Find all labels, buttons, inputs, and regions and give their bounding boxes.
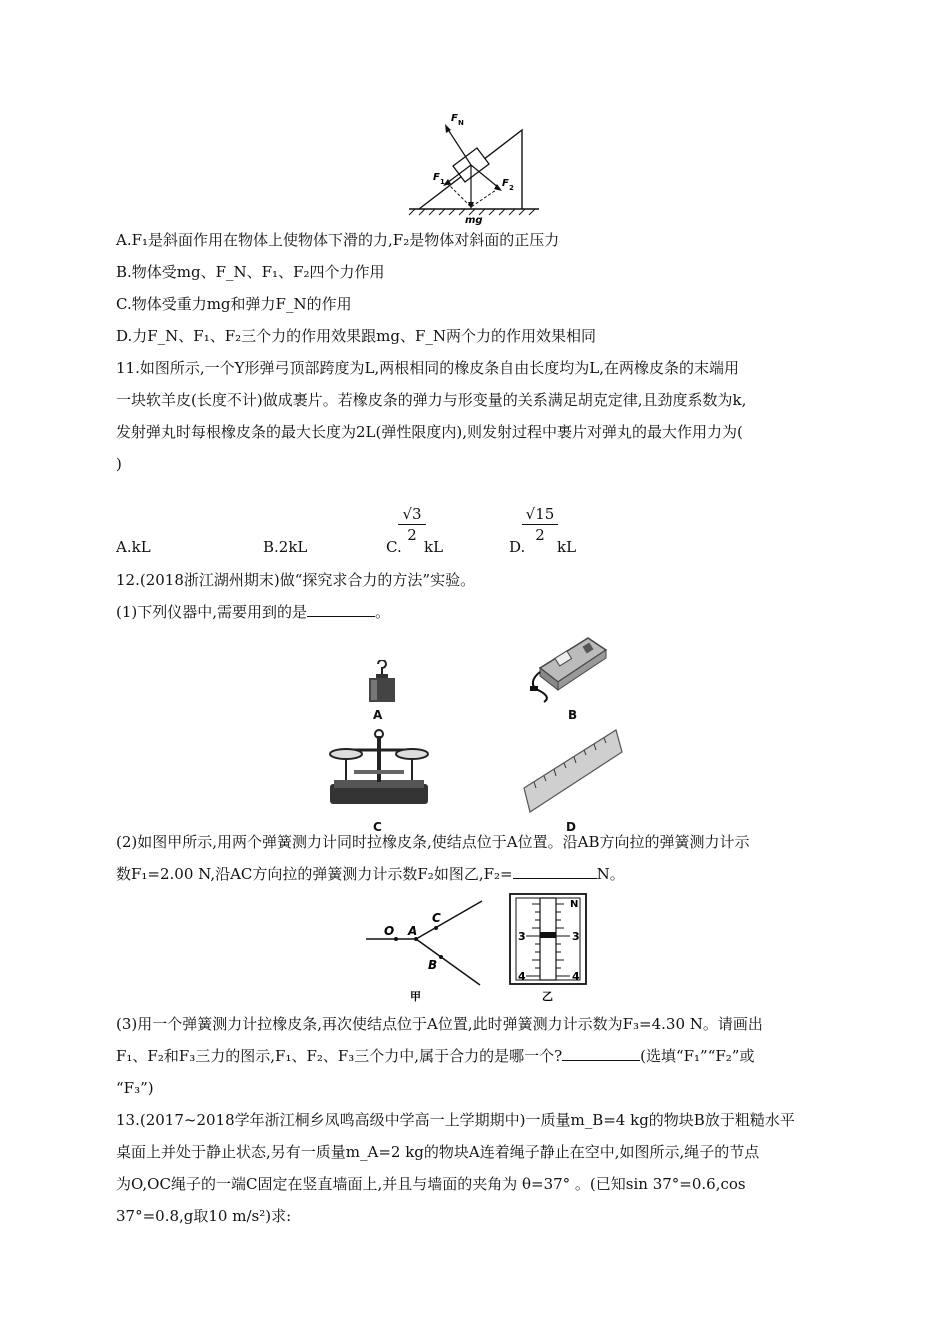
q12-part-2-end: N。 [596, 865, 625, 883]
point-c-label: C [432, 911, 441, 925]
q11-line-3: 发射弹丸时每根橡皮条的最大长度为2L(弹性限度内),则发射过程中裹片对弹丸的最大作用力为( [116, 423, 743, 441]
q12-part-1-end: 。 [375, 603, 391, 621]
q11-option-d-fraction [522, 504, 558, 545]
q10-option-a: A.F₁是斜面作用在物体上使物体下滑的力,F₂是物体对斜面的正压力 [116, 231, 560, 249]
scale-unit-label: N [570, 899, 579, 910]
q11-option-d-suffix: kL [557, 538, 577, 556]
f2-label: F [502, 178, 509, 189]
figure-jia [364, 895, 490, 1003]
q12-part-3-end: (选填“F₁”“F₂”或 [640, 1047, 755, 1065]
q12-title: 12.(2018浙江湖州期末)做“探究求合力的方法”实验。 [116, 571, 476, 589]
point-o-label: O [384, 924, 395, 938]
q12-part-2-line-2 [116, 864, 625, 884]
q11-option-d-prefix: D. [509, 538, 526, 556]
q12-part-2-line-1: (2)如图甲所示,用两个弹簧测力计同时拉橡皮条,使结点位于A位置。沿AB方向拉的弹簧测力计示 [116, 833, 750, 851]
figure-jia-caption: 甲 [410, 990, 421, 1003]
q12-part-1 [116, 602, 390, 622]
incline-force-diagram [405, 108, 545, 228]
q11-line-1: 11.如图所示,一个Y形弹弓顶部跨度为L,两根相同的橡皮条自由长度均为L,在两橡皮条的末端用 [116, 359, 739, 377]
q11-option-c-fraction [398, 504, 426, 545]
q11-line-2: 一块软羊皮(长度不计)做成裹片。若橡皮条的弹力与形变量的关系满足胡克定律,且劲度系数为k, [116, 391, 747, 409]
power-supply-image [526, 632, 608, 704]
f1-label: F [433, 172, 440, 183]
q11-option-d-denominator: 2 [535, 526, 545, 544]
fn-label: F [451, 113, 458, 124]
figure-yi-spring-scale [506, 892, 590, 1004]
instrument-label-b: B [568, 708, 578, 722]
q13-line-1: 13.(2017~2018学年浙江桐乡凤鸣高级中学高一上学期期中)一质量m_B=4 kg的物块B放于粗糙水平 [116, 1111, 795, 1129]
q12-part-1-answer-blank[interactable] [307, 602, 375, 617]
balance-image [324, 724, 434, 814]
q13-line-4: 37°=0.8,g取10 m/s²)求: [116, 1207, 292, 1225]
q11-option-d-numerator: √15 [522, 504, 558, 525]
point-a-label: A [408, 924, 418, 938]
scale-tick-4-right: 4 [572, 970, 580, 983]
q12-part-3-text: F₁、F₂和F₃三力的图示,F₁、F₂、F₃三个力中,属于合力的是哪一个? [116, 1047, 563, 1065]
q11-line-4: ) [116, 455, 122, 473]
q11-option-c-prefix: C. [386, 538, 402, 556]
f1-sub: 1 [440, 178, 445, 186]
q12-part-3-line-3: “F₃”) [116, 1079, 154, 1097]
q12-part-2-text: 数F₁=2.00 N,沿AC方向拉的弹簧测力计示数F₂如图乙,F₂= [116, 865, 513, 883]
scale-tick-4-left: 4 [518, 970, 526, 983]
scale-tick-3-right: 3 [572, 930, 580, 943]
q10-option-b: B.物体受mg、F_N、F₁、F₂四个力作用 [116, 263, 385, 281]
figure-yi-caption: 乙 [542, 990, 553, 1003]
q11-option-b: B.2kL [263, 538, 308, 556]
f2-sub: 2 [509, 184, 514, 192]
q12-part-3-line-2 [116, 1046, 754, 1066]
q11-option-c-suffix: kL [424, 538, 444, 556]
instrument-label-d: D [566, 820, 576, 834]
q11-option-a: A.kL [116, 538, 151, 556]
q12-part-3-line-1: (3)用一个弹簧测力计拉橡皮条,再次使结点位于A位置,此时弹簧测力计示数为F₃=4.30 N。请画出 [116, 1015, 763, 1033]
q11-option-c-numerator: √3 [398, 504, 426, 525]
q13-line-3: 为O,OC绳子的一端C固定在竖直墙面上,并且与墙面的夹角为 θ=37° 。(已知sin 37°=0.6,cos [116, 1175, 746, 1193]
q12-part-2-answer-blank[interactable] [513, 864, 597, 879]
instrument-label-c: C [373, 820, 382, 834]
instrument-label-a: A [373, 708, 383, 722]
q12-part-3-answer-blank[interactable] [562, 1046, 640, 1061]
mg-label: mg [465, 215, 483, 226]
q11-option-c-denominator: 2 [407, 526, 417, 544]
q12-part-1-text: (1)下列仪器中,需要用到的是 [116, 603, 308, 621]
point-b-label: B [428, 958, 438, 972]
q10-option-c: C.物体受重力mg和弹力F_N的作用 [116, 295, 352, 313]
fn-sub: N [458, 119, 464, 127]
scale-tick-3-left: 3 [518, 930, 526, 943]
q13-line-2: 桌面上并处于静止状态,另有一质量m_A=2 kg的物块A连着绳子静止在空中,如图所示,绳子的节点 [116, 1143, 760, 1161]
q10-option-d: D.力F_N、F₁、F₂三个力的作用效果跟mg、F_N两个力的作用效果相同 [116, 327, 596, 345]
ruler-image [520, 726, 624, 816]
